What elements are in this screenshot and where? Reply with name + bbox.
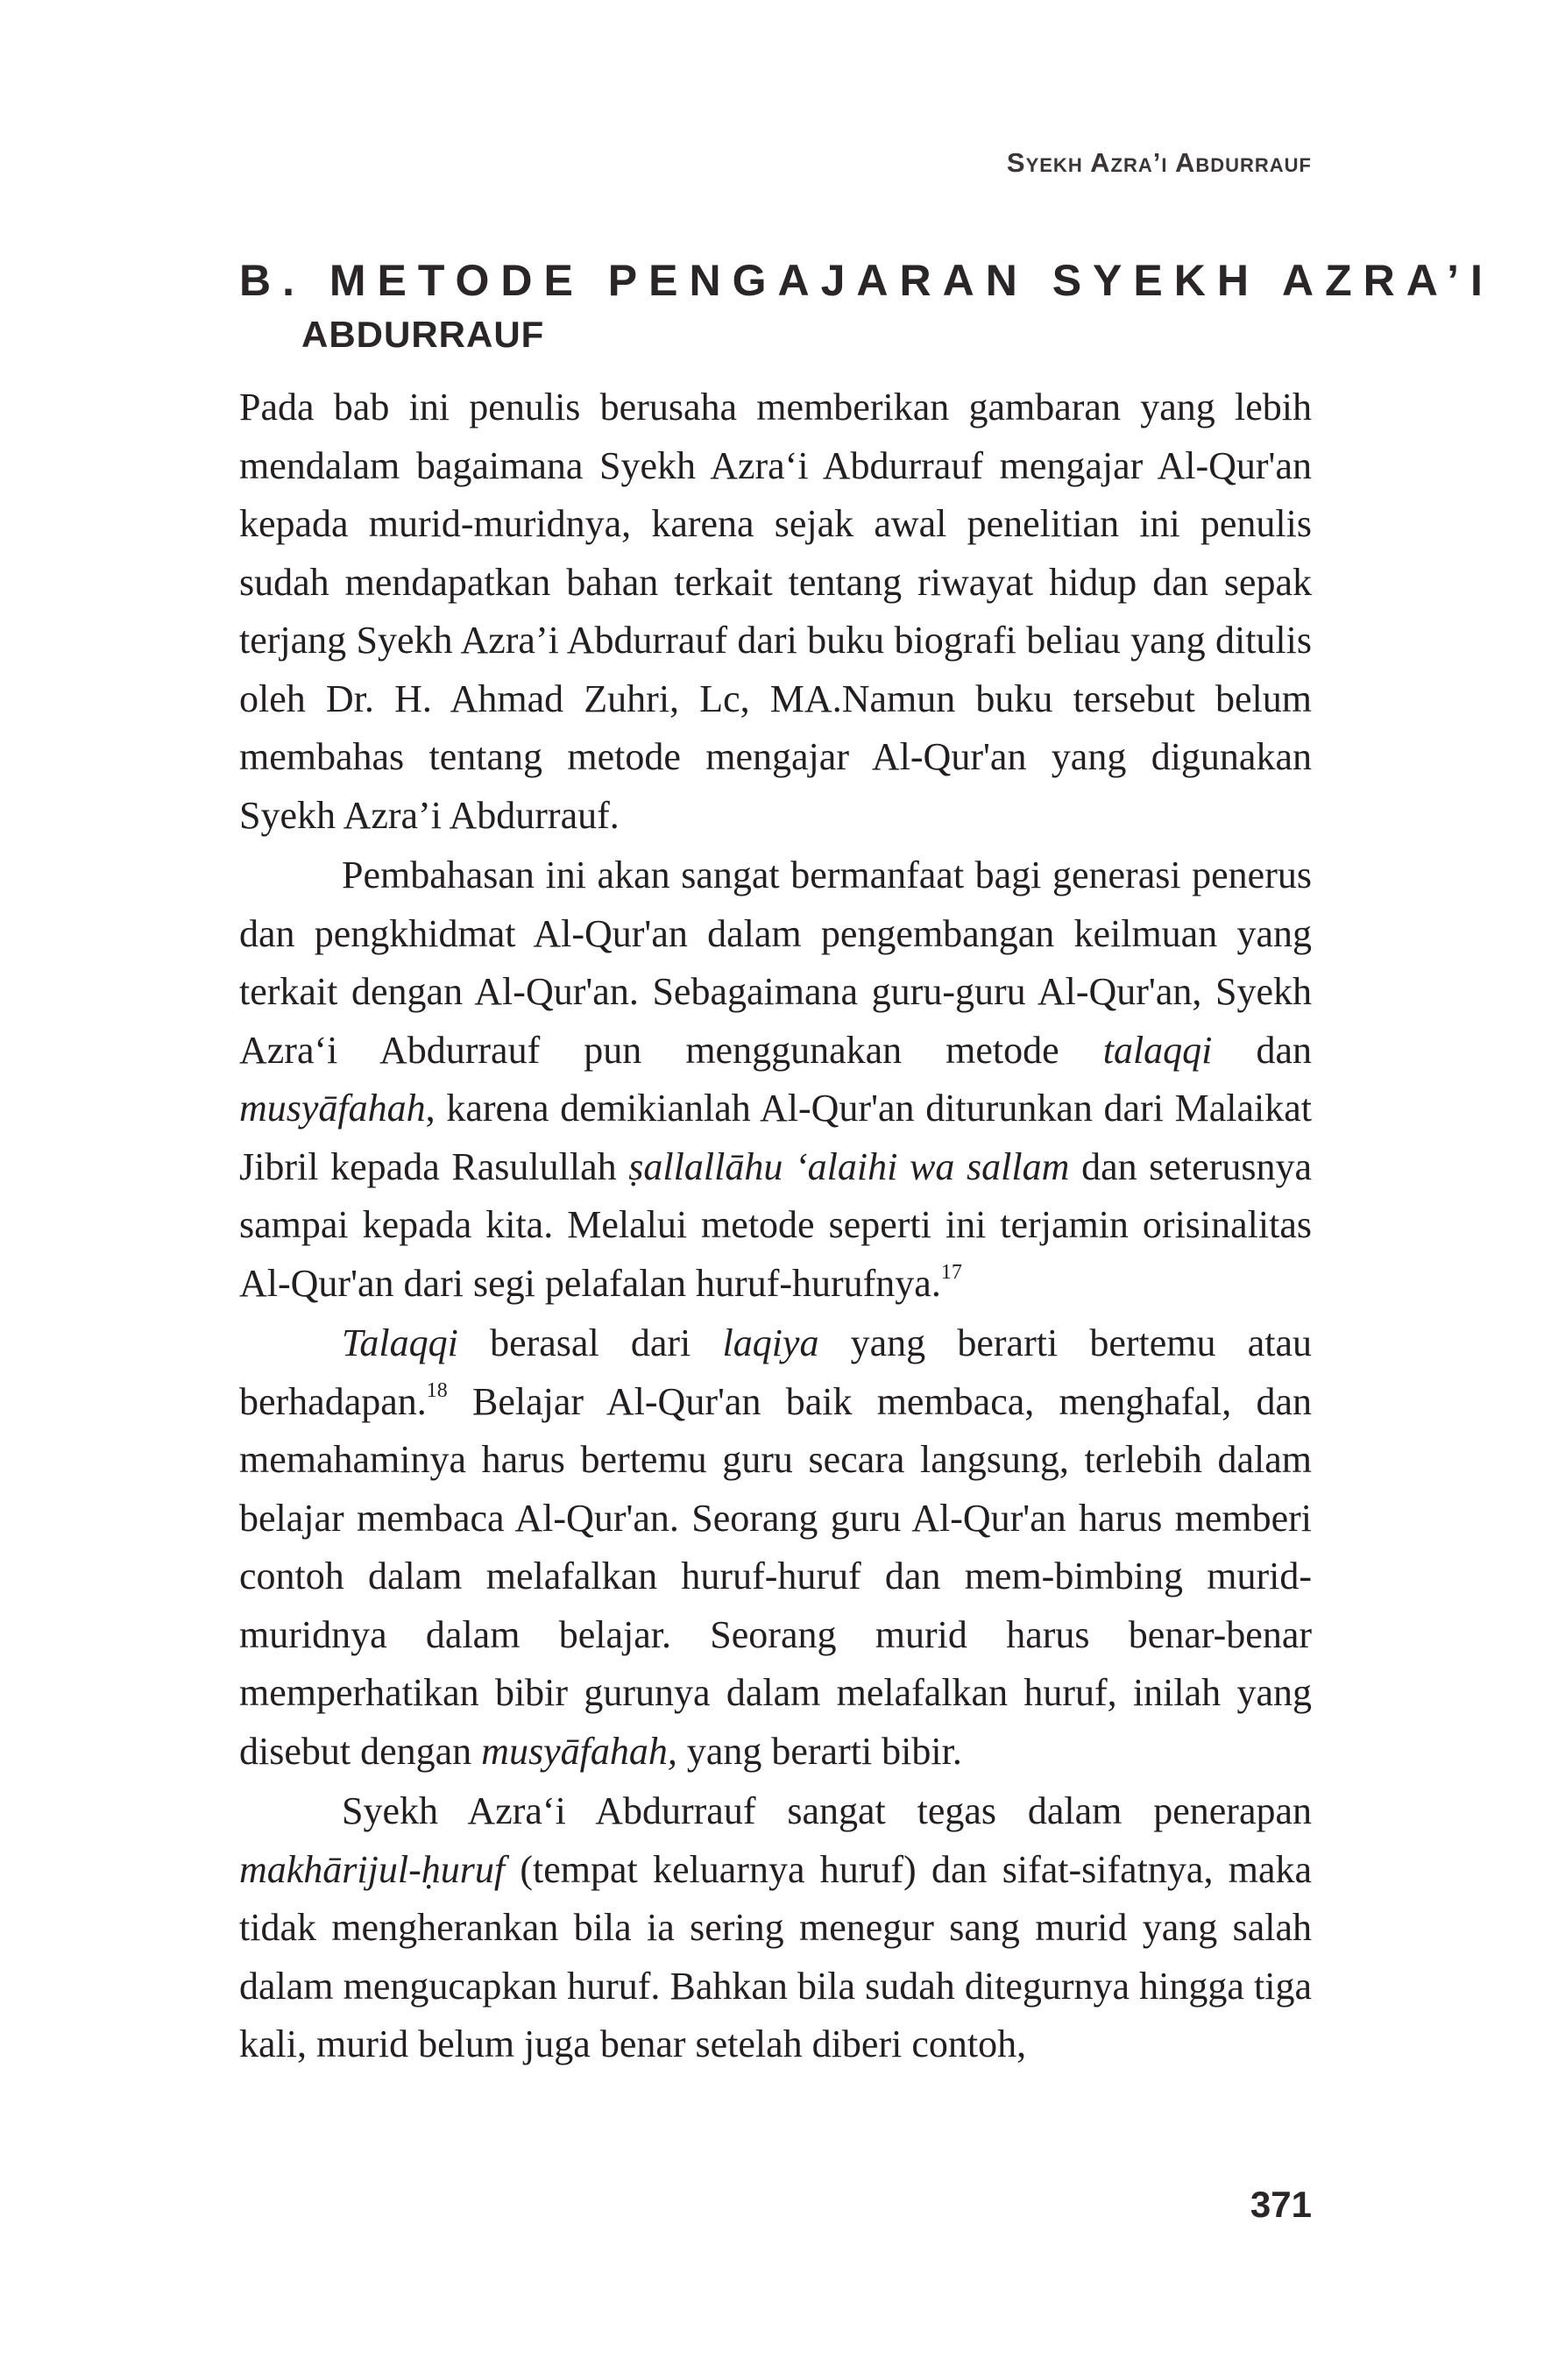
section-heading: [239, 254, 1494, 361]
paragraph-2-text-a: Pembahasan ini akan sangat bermanfaat bagi generasi penerus dan pengkhidmat Al-Qur'an dalam pengembangan keilmuan yang terkait dengan Al-Qur'an. Sebagaimana guru-guru Al-Qur'an, Syekh Azra‘i Abdurrauf pun menggunakan metode: [239, 854, 1312, 1072]
section-heading-line1: B. METODE PENGAJARAN SYEKH AZRA’I: [239, 256, 1494, 305]
term-talaqqi-lead: Talaqqi: [342, 1321, 458, 1364]
running-header: Syekh Azra’i Abdurrauf: [1006, 147, 1312, 178]
section-heading-line2: ABDURRAUF: [301, 314, 545, 355]
paragraph-3: [239, 1314, 1312, 1781]
paragraph-4-text-b: (tempat keluarnya huruf) dan sifat-sifatnya, maka tidak mengherankan bila ia sering menegur sang murid yang salah dalam mengucapkan huruf. Bahkan bila sudah ditegurnya hingga tiga kali, murid belum juga benar setelah diberi contoh,: [239, 1847, 1312, 2065]
term-musyafahah-2: musyāfahah,: [481, 1729, 677, 1773]
term-talaqqi: talaqqi: [1102, 1028, 1213, 1072]
paragraph-2-text-c: , karena demikianlah Al-Qur'an diturunkan dari Malaikat Jibril kepada Rasulullah: [239, 1087, 1312, 1188]
footnote-ref-17[interactable]: 17: [940, 1260, 962, 1284]
term-shalawat: ṣallallāhu ‘alaihi wa sallam: [628, 1144, 1070, 1188]
page-number: 371: [1250, 2184, 1312, 2225]
paragraph-4: [239, 1782, 1312, 2074]
paragraph-3-text-d: yang berarti bibir.: [676, 1729, 962, 1773]
paragraph-1: [239, 379, 1312, 845]
paragraph-2-text-b: dan: [1212, 1028, 1312, 1072]
paragraph-1-text: Pada bab ini penulis berusaha memberikan gambaran yang lebih mendalam bagaimana Syekh Azra‘i Abdurrauf mengajar Al-Qur'an kepada murid-muridnya, karena sejak awal penelitian ini penulis sudah mendapatkan bahan terkait tentang riwayat hidup dan sepak terjang Syekh Azra’i Abdurrauf dari buku biografi beliau yang ditulis oleh Dr. H. Ahmad Zuhri, Lc, MA.Namun buku tersebut belum membahas tentang metode mengajar Al-Qur'an yang digunakan Syekh Azra’i Abdurrauf.: [239, 386, 1312, 837]
paragraph-2-text-d: dan seterusnya sampai kepada kita. Melalui metode seperti ini terjamin orisinalitas Al-Qur'an dari segi pelafalan huruf-hurufnya.: [239, 1144, 1312, 1305]
paragraph-4-text-a: Syekh Azra‘i Abdurrauf sangat tegas dalam penerapan: [342, 1789, 1312, 1832]
body-text: [239, 379, 1312, 2074]
paragraph-3-text-a: berasal dari: [457, 1321, 723, 1364]
paragraph-3-text-b: yang berarti bertemu atau berhadapan.: [239, 1321, 1312, 1423]
term-makharijul-huruf: makhārijul-ḥuruf: [239, 1847, 506, 1891]
footnote-ref-18[interactable]: 18: [426, 1378, 448, 1402]
paragraph-2: [239, 846, 1312, 1313]
term-laqiya: laqiya: [722, 1321, 819, 1364]
term-musyafahah: musyāfahah: [239, 1087, 426, 1130]
paragraph-3-text-c: Belajar Al-Qur'an baik membaca, menghafal, dan memahaminya harus bertemu guru secara langsung, terlebih dalam belajar membaca Al-Qur'an. Seorang guru Al-Qur'an harus memberi contoh dalam melafalkan huruf-huruf dan mem-bimbing murid-muridnya dalam belajar. Seorang murid harus benar-benar memperhatikan bibir gurunya dalam melafalkan huruf, inilah yang disebut dengan: [239, 1379, 1312, 1773]
